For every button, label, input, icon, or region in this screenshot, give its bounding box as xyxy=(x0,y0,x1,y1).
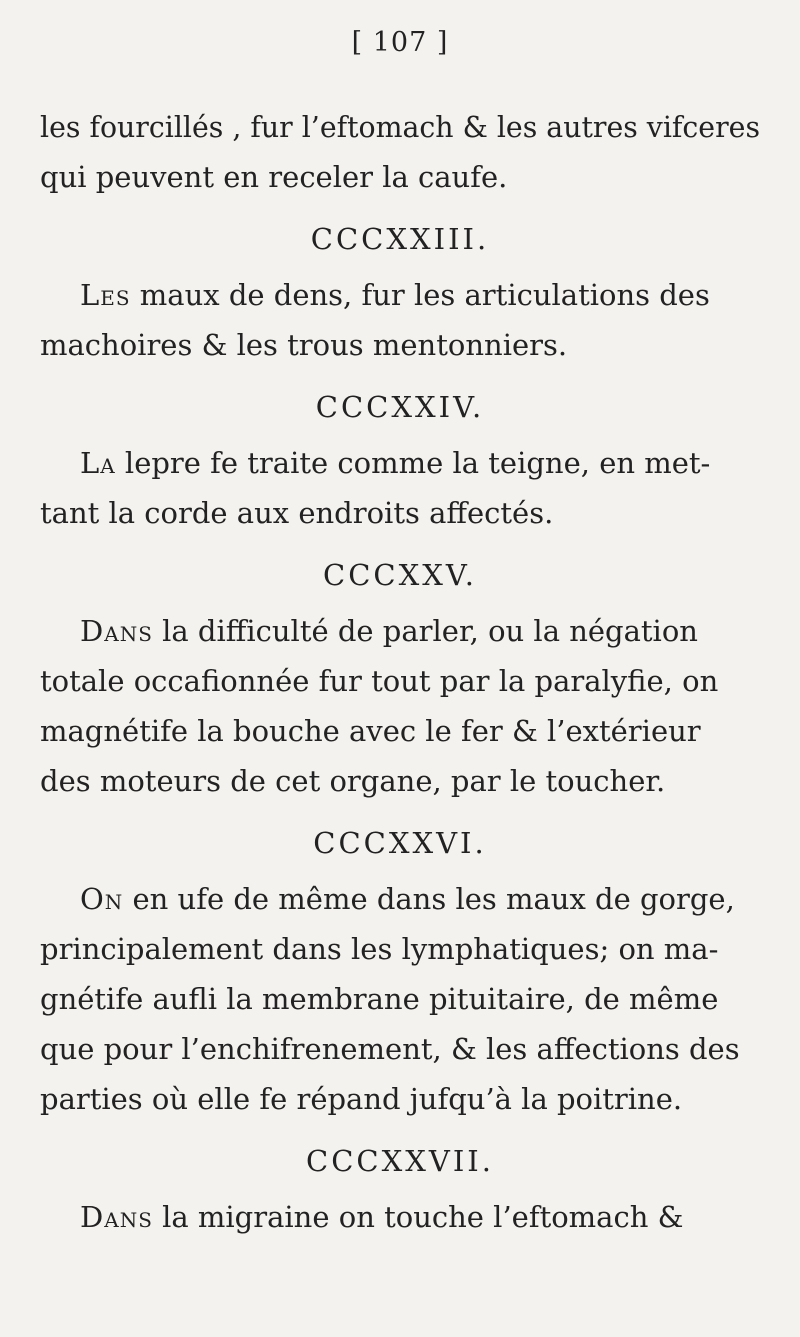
paragraph-first-line xyxy=(80,1200,683,1234)
text-line: des moteurs de cet organe, par le toucher. xyxy=(40,764,666,798)
paragraph-first-line xyxy=(80,278,710,312)
paragraph-lead-word: Dans xyxy=(80,1200,153,1234)
section-heading: CCCXXVII. xyxy=(306,1144,494,1178)
section-heading: CCCXXVI. xyxy=(313,826,487,860)
text-line: tant la corde aux endroits affectés. xyxy=(40,496,554,530)
text-line: gnétife aufli la membrane pituitaire, de même xyxy=(40,982,719,1016)
text-line: parties où elle fe répand jufqu’à la poitrine. xyxy=(40,1082,683,1116)
text-fragment: maux de dens, fur les articulations des xyxy=(130,278,710,312)
text-line: que pour l’enchifrenement, & les affections des xyxy=(40,1032,740,1066)
section-heading: CCCXXV. xyxy=(323,558,477,592)
text-line: totale occafionnée fur tout par la paralyfie, on xyxy=(40,664,719,698)
paragraph-lead-word: Dans xyxy=(80,614,153,648)
section-heading: CCCXXIII. xyxy=(310,222,490,256)
text-fragment: en ufe de même dans les maux de gorge, xyxy=(123,882,735,916)
paragraph-first-line xyxy=(80,446,710,480)
paragraph-lead-word: On xyxy=(80,882,124,916)
section-heading: CCCXXIV. xyxy=(315,390,485,424)
text-fragment: la difficulté de parler, ou la négation xyxy=(152,614,698,648)
text-line: principalement dans les lymphatiques; on ma- xyxy=(40,932,719,966)
text-line: machoires & les trous mentonniers. xyxy=(40,328,568,362)
text-line: qui peuvent en receler la caufe. xyxy=(40,160,508,194)
page-number: [ 107 ] xyxy=(351,27,449,58)
text-fragment: lepre fe traite comme la teigne, en met- xyxy=(115,446,711,480)
paragraph-lead-word: La xyxy=(80,446,116,480)
text-line: magnétife la bouche avec le fer & l’extérieur xyxy=(40,714,701,748)
paragraph-lead-word: Les xyxy=(80,278,131,312)
paragraph-first-line xyxy=(80,882,735,916)
paragraph-first-line xyxy=(80,614,698,648)
text-fragment: la migraine on touche l’eftomach & xyxy=(152,1200,684,1234)
text-line: les fourcillés , fur l’eftomach & les autres vifceres xyxy=(40,110,761,144)
